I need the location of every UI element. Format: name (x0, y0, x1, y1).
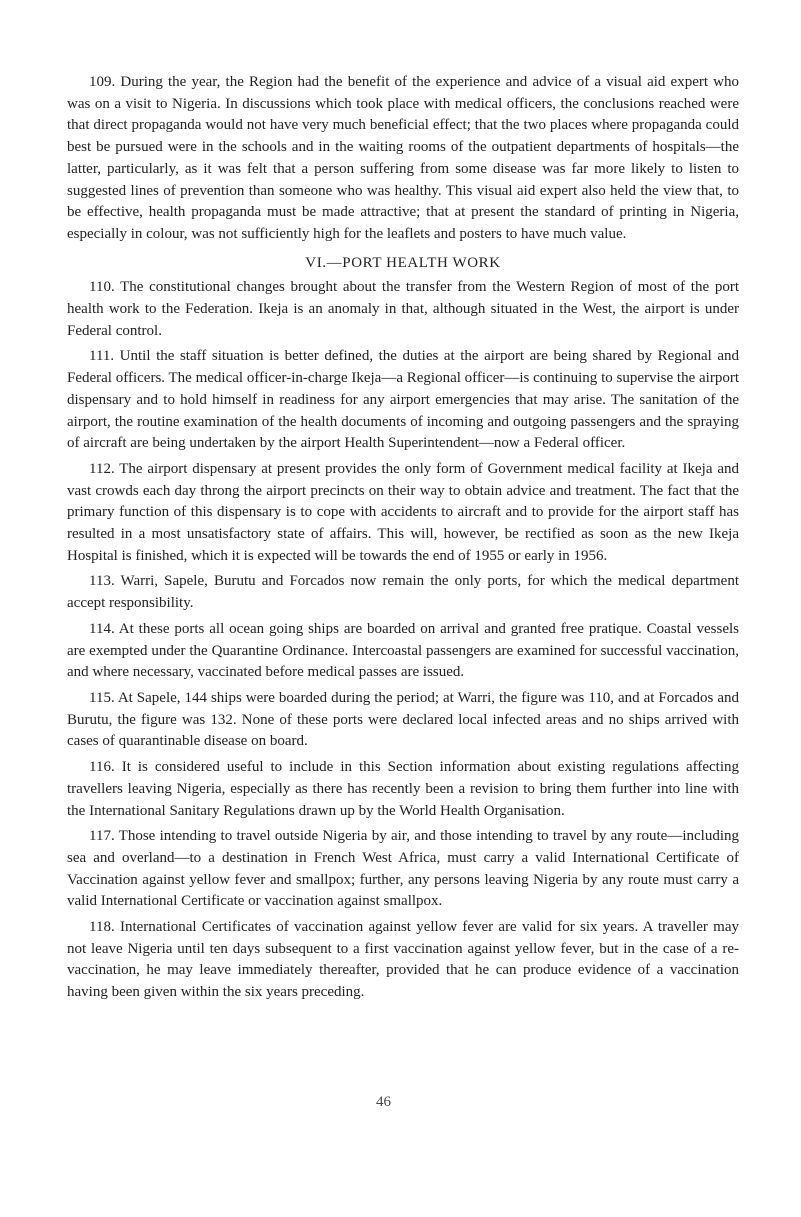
paragraph-111: 111. Until the staff situation is better defined, the duties at the airport are being shared by Regional and Federal officers. The medical officer-in-charge Ikeja—a Regional officer—is continuing to supervise the airport dispensary and to hold himself in readiness for any airport emergencies that may arise. The sanitation of the airport, the routine examination of the health documents of incoming and outgoing passengers and the spraying of aircraft are being undertaken by the airport Health Superintendent—now a Federal officer. (67, 348, 739, 452)
paragraph-113: 113. Warri, Sapele, Burutu and Forcados now remain the only ports, for which the medical department accept responsibility. (67, 573, 739, 612)
section-heading: VI.—PORT HEALTH WORK (305, 254, 501, 271)
paragraph-118: 118. International Certificates of vaccination against yellow fever are valid for six years. A traveller may not leave Nigeria until ten days subsequent to a first vaccination against yellow fever, but in the case of a re-vaccination, he may leave immediately thereafter, provided that he can produce evidence of a vaccination having been given within the six years preceding. (67, 919, 739, 1001)
paragraph-112: 112. The airport dispensary at present provides the only form of Government medical facility at Ikeja and vast crowds each day throng the airport precincts on their way to obtain advice and treatment. The fact that the primary function of this dispensary is to cope with accidents to aircraft and to provide for the airport staff has resulted in a most unsatisfactory state of affairs. This will, however, be rectified as soon as the new Ikeja Hospital is finished, which it is expected will be towards the end of 1955 or early in 1956. (67, 460, 739, 564)
paragraph-109: 109. During the year, the Region had the benefit of the experience and advice of a visual aid expert who was on a visit to Nigeria. In discussions which took place with medical officers, the conclusions reached were that direct propaganda would not have very much beneficial effect; that the two places where propaganda could best be pursued were in the schools and in the waiting rooms of the outpatient departments of hospitals—the latter, particularly, as it was felt that a person suffering from some disease was far more likely to listen to suggested lines of prevention than someone who was healthy. This visual aid expert also held the view that, to be effective, health propaganda must be made attractive; that at present the standard of printing in Nigeria, especially in colour, was not sufficiently high for the leaflets and posters to have much value. (67, 74, 739, 242)
paragraph-115: 115. At Sapele, 144 ships were boarded during the period; at Warri, the figure was 110, and at Forcados and Burutu, the figure was 132. None of these ports were declared local infected areas and no ships arrived with cases of quarantinable disease on board. (67, 689, 739, 750)
paragraph-114: 114. At these ports all ocean going ships are boarded on arrival and granted free pratique. Coastal vessels are exempted under the Quarantine Ordinance. Intercoastal passengers are examined for successful vaccination, and where necessary, vaccinated before medical passes are issued. (67, 620, 739, 681)
page-number: 46 (376, 1094, 391, 1110)
document-page (67, 72, 739, 1008)
paragraph-116: 116. It is considered useful to include in this Section information about existing regulations affecting travellers leaving Nigeria, especially as there has recently been a revision to bring them further into line with the International Sanitary Regulations drawn up by the World Health Organisation. (67, 759, 739, 819)
paragraph-110: 110. The constitutional changes brought about the transfer from the Western Region of most of the port health work to the Federation. Ikeja is an anomaly in that, although situated in the West, the airport is under Federal control. (67, 279, 739, 339)
paragraph-117: 117. Those intending to travel outside Nigeria by air, and those intending to travel by any route—including sea and overland—to a destination in French West Africa, must carry a valid International Certificate of Vaccination against yellow fever and smallpox; further, any persons leaving Nigeria by any route must carry a valid International Certificate or vaccination against smallpox. (67, 828, 739, 910)
